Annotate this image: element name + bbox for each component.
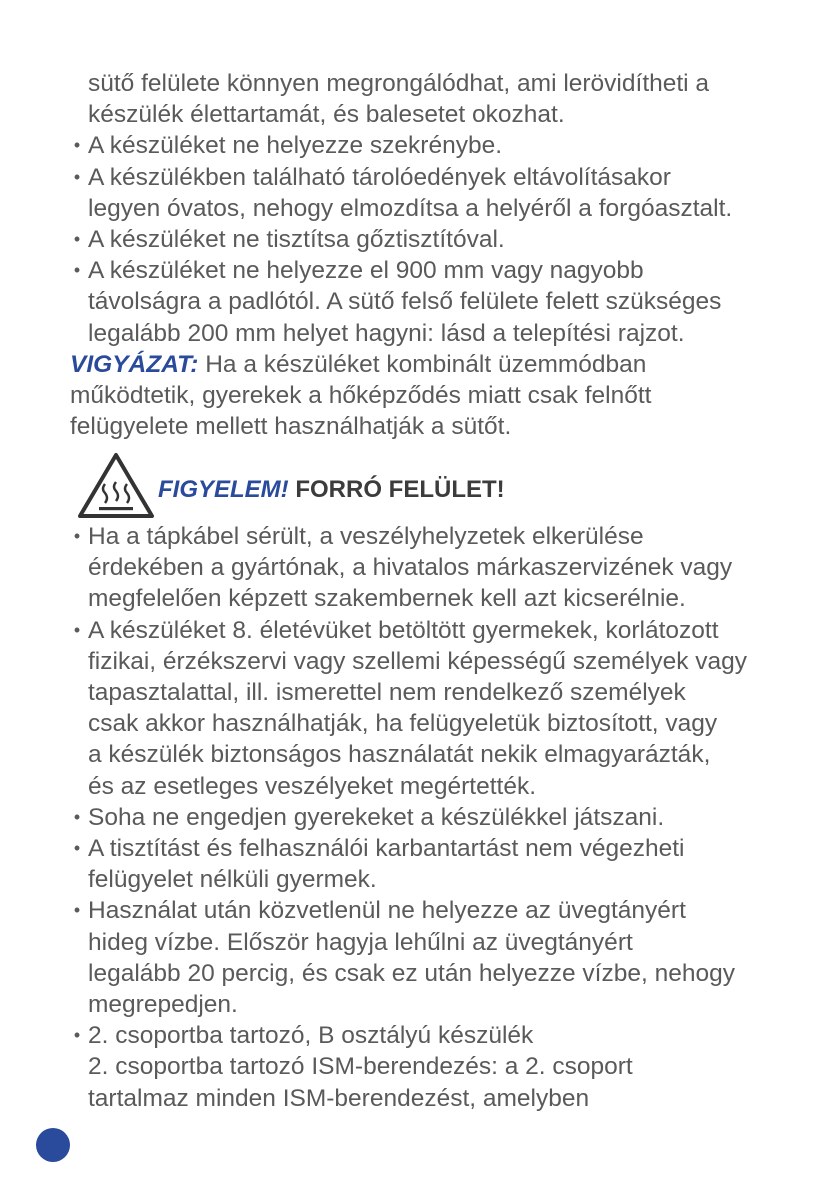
continued-line: sütő felülete könnyen megrongálódhat, ami lerövidítheti a — [88, 70, 710, 97]
bullet-item: • Használat után közvetlenül ne helyezze az üvegtányért — [70, 895, 790, 926]
bullet-dot: • — [73, 838, 81, 859]
bullet-item: • 2. csoportba tartozó, B osztályú készülék — [70, 1020, 790, 1051]
bullet-line: megfelelően képzett szakembernek kell azt kicserélnie. — [88, 585, 686, 613]
bullet-line: és az esetleges veszélyeket megértették. — [88, 772, 537, 800]
bullet-line: felügyelet nélküli gyermek. — [88, 866, 377, 894]
bullet-line: a készülék biztonságos használatát nekik elmagyarázták, — [88, 741, 711, 769]
bullet-item: • A készüléket ne helyezze el 900 mm vagy nagyobb — [70, 255, 790, 286]
warning-title — [158, 474, 505, 505]
bullet-line: legyen óvatos, nehogy elmozdítsa a helyéről a forgóasztalt. — [88, 194, 733, 222]
bullet-dot: • — [73, 166, 81, 187]
bullet-line: érdekében a gyártónak, a hivatalos márkaszervizének vagy — [88, 554, 733, 582]
bullet-item: • A készülékben található tárolóedények eltávolításakor — [70, 162, 790, 193]
bullet-line: megrepedjen. — [88, 991, 238, 1019]
caution-label: VIGYÁZAT: — [70, 350, 199, 378]
caution-line: felügyelete mellett használhatják a sütőt. — [70, 413, 512, 441]
warning-label: FIGYELEM! — [158, 476, 289, 503]
caution-paragraph — [70, 349, 790, 380]
bullet-line: legalább 20 percig, és csak ez után helyezze vízbe, nehogy — [88, 959, 735, 987]
bullet-dot: • — [73, 260, 81, 281]
bullet-line: távolságra a padlótól. A sütő felső felülete felett szükséges — [88, 288, 722, 316]
bullet-dot: • — [73, 229, 81, 250]
bullet-dot: • — [73, 526, 81, 546]
bullet-item: • Soha ne engedjen gyerekeket a készülékkel játszani. — [70, 802, 790, 833]
bullet-item: • Ha a tápkábel sérült, a veszélyhelyzetek elkerülése — [70, 521, 790, 552]
bullet-dot: • — [73, 135, 81, 156]
bullet-item: • A készüléket ne helyezze szekrénybe. — [70, 130, 790, 161]
warning-heading — [70, 450, 770, 530]
bullet-dot: • — [73, 806, 81, 827]
bullet-line: tapasztalattal, ill. ismerettel nem rendelkező személyek — [88, 679, 686, 707]
warning-strong: FORRÓ FELÜLET! — [295, 476, 505, 503]
bullet-item: • A tisztítást és felhasználói karbantartást nem végezheti — [70, 833, 790, 864]
bullet-dot: • — [73, 900, 81, 921]
bullet-line: tartalmaz minden ISM-berendezést, amelyben — [88, 1084, 590, 1112]
bullet-line: fizikai, érzékszervi vagy szellemi képességű személyek vagy — [88, 647, 748, 675]
bullet-line: 2. csoportba tartozó ISM-berendezés: a 2. csoport — [88, 1053, 633, 1081]
section-top — [70, 68, 790, 442]
caution-line: működtetik, gyerekek a hőképződés miatt csak felnőtt — [70, 382, 652, 410]
bullet-item: • A készüléket 8. életévüket betöltött gyermekek, korlátozott — [70, 615, 790, 646]
bullet-line: legalább 200 mm helyet hagyni: lásd a telepítési rajzot. — [88, 319, 685, 347]
caution-text: Ha a készüléket kombinált üzemmódban — [205, 350, 647, 378]
bullet-line: hideg vízbe. Először hagyja lehűlni az üvegtányért — [88, 928, 633, 956]
bullet-item: • A készüléket ne tisztítsa gőztisztítóval. — [70, 224, 790, 255]
bullet-line: csak akkor használhatják, ha felügyeletük biztosított, vagy — [88, 710, 718, 738]
bullet-dot: • — [73, 1025, 81, 1046]
page-marker-dot — [36, 1128, 70, 1162]
section-bottom — [70, 521, 790, 1114]
continued-line: készülék élettartamát, és balesetet okozhat. — [88, 101, 565, 129]
hot-surface-warning-icon — [74, 450, 158, 522]
bullet-dot: • — [73, 619, 81, 640]
